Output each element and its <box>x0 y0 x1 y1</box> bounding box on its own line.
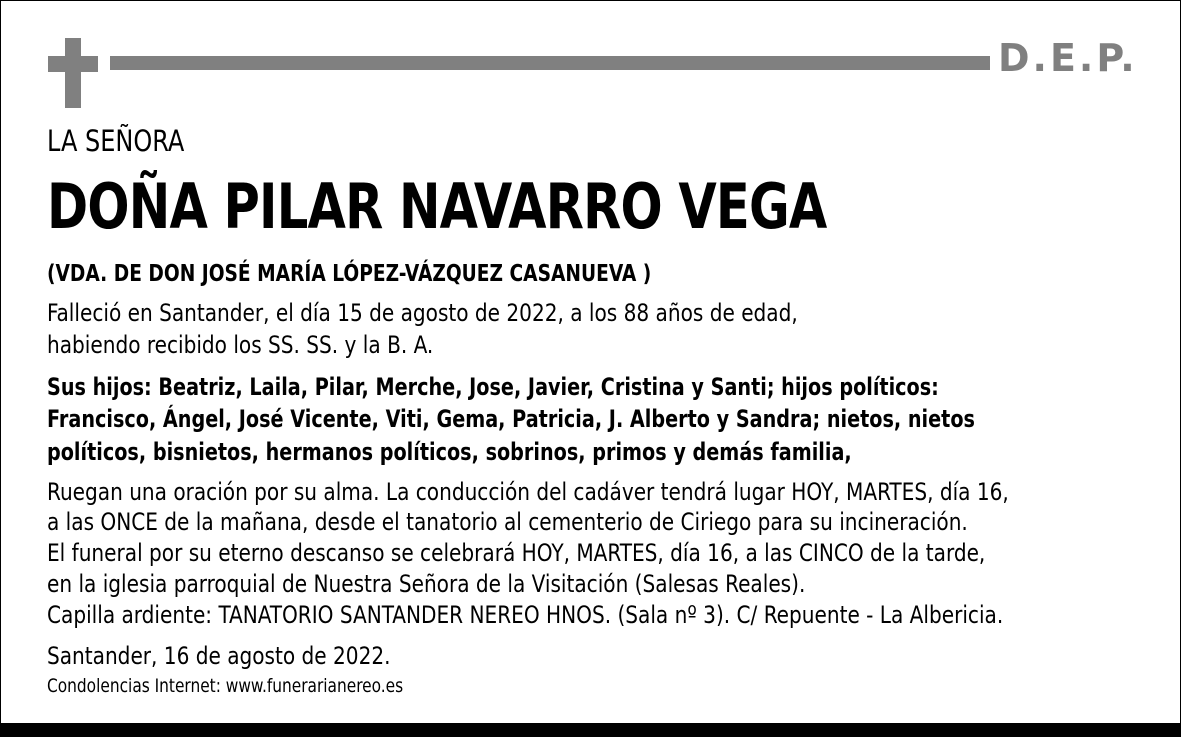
death-line-2: habiendo recibido los SS. SS. y la B. A. <box>47 331 434 359</box>
bottom-band <box>0 723 1181 737</box>
service-line-5: Capilla ardiente: TANATORIO SANTANDER NEREO HNOS. (Sala nº 3). C/ Repuente - La Albericia. <box>47 601 1004 629</box>
header-rule <box>110 56 990 70</box>
title-prefix: LA SEÑORA <box>47 124 185 158</box>
widow-of-line: (VDA. DE DON JOSÉ MARÍA LÓPEZ-VÁZQUEZ CASANUEVA ) <box>47 261 652 287</box>
service-line-1: Ruegan una oración por su alma. La conducción del cadáver tendrá lugar HOY, MARTES, día 16, <box>47 478 1009 506</box>
dep-label: D.E.P. <box>998 36 1138 80</box>
family-line-1: Sus hijos: Beatriz, Laila, Pilar, Merche, Jose, Javier, Cristina y Santi; hijos políticos: <box>47 373 939 401</box>
family-line-3: políticos, bisnietos, hermanos políticos, sobrinos, primos y demás familia, <box>47 438 852 466</box>
deceased-name: DOÑA PILAR NAVARRO VEGA <box>47 170 827 243</box>
condolences-line: Condolencias Internet: www.funerarianereo.es <box>47 675 404 697</box>
service-line-2: a las ONCE de la mañana, desde el tanatorio al cementerio de Ciriego para su incineración. <box>47 508 968 536</box>
cross-icon <box>48 38 98 108</box>
date-line: Santander, 16 de agosto de 2022. <box>47 642 391 670</box>
service-line-4: en la iglesia parroquial de Nuestra Señora de la Visitación (Salesas Reales). <box>47 570 806 598</box>
family-line-2: Francisco, Ángel, José Vicente, Viti, Gema, Patricia, J. Alberto y Sandra; nietos, nietos <box>47 405 975 433</box>
service-line-3: El funeral por su eterno descanso se celebrará HOY, MARTES, día 16, a las CINCO de la tarde, <box>47 539 986 567</box>
death-line-1: Falleció en Santander, el día 15 de agosto de 2022, a los 88 años de edad, <box>47 299 798 327</box>
cross-horizontal-bar <box>48 56 98 72</box>
cross-vertical-bar <box>65 38 81 108</box>
